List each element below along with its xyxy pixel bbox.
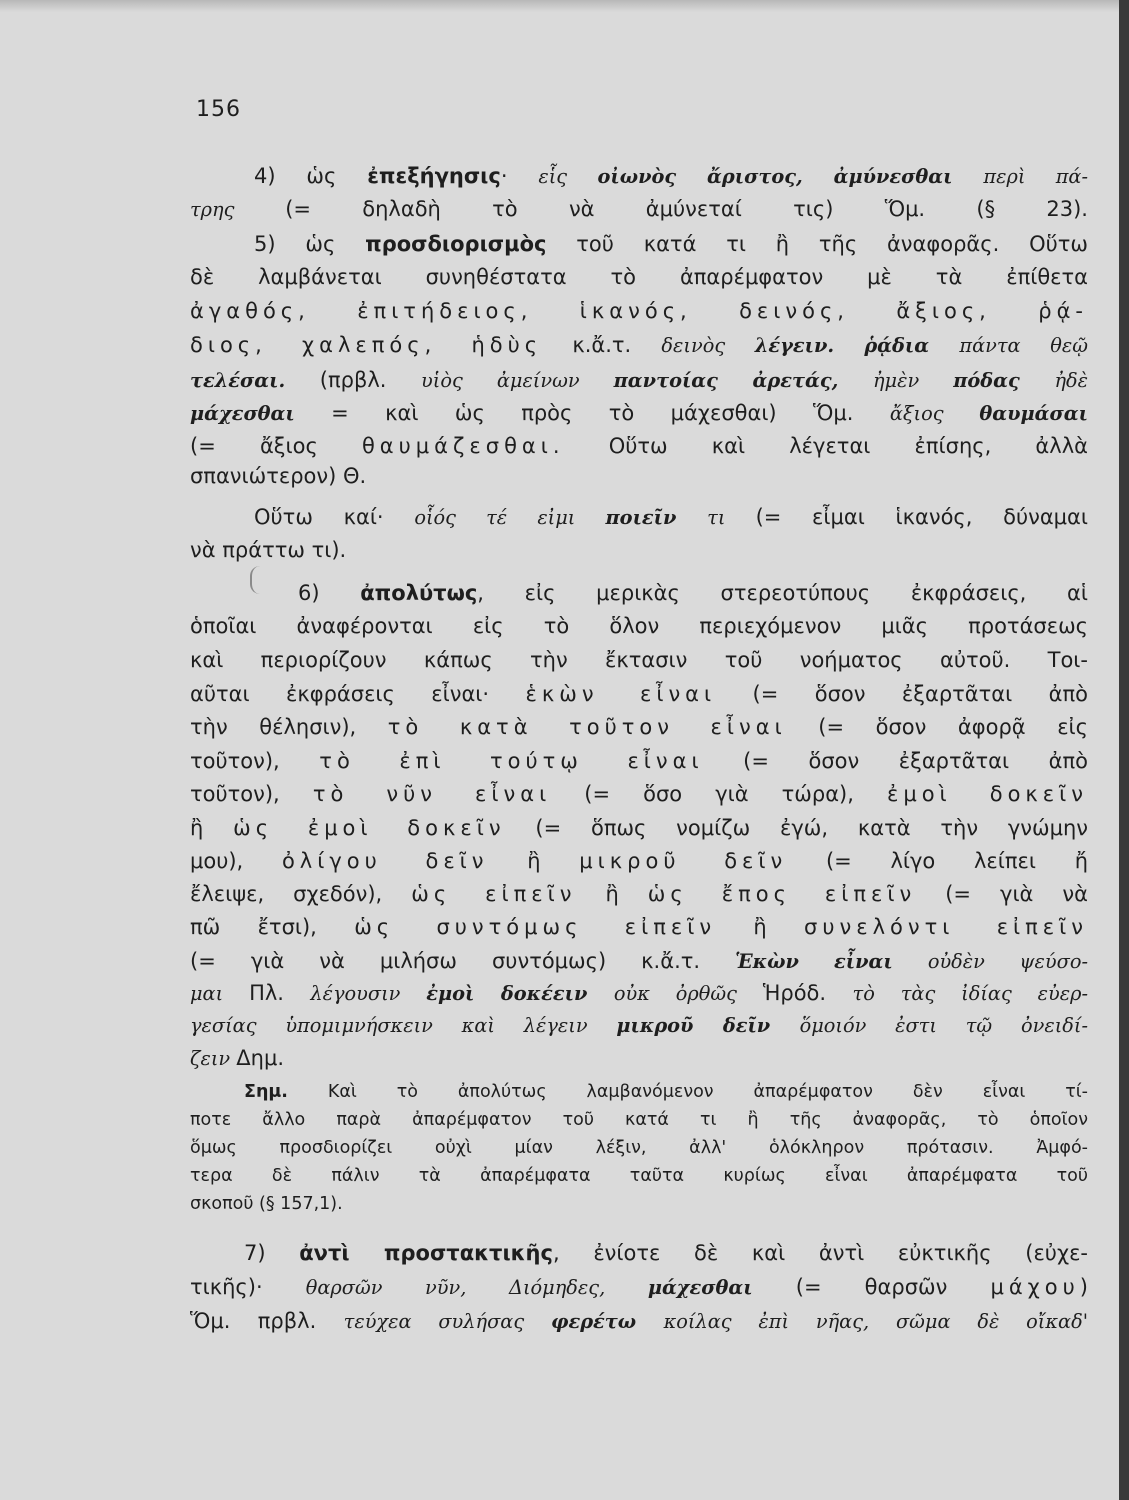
text-run: ὅμοιόν ἐστι τῷ ὀνειδί- bbox=[799, 1014, 1088, 1037]
text-run: αῦται ἐκφράσεις εἶναι· bbox=[190, 682, 526, 706]
text-run: ἢ bbox=[716, 915, 805, 939]
text-run: Οὕτω καί· bbox=[254, 505, 415, 529]
text-run: 4) ὡς bbox=[254, 164, 368, 188]
text-line bbox=[190, 194, 1088, 226]
text-run: (πρβλ. bbox=[285, 368, 422, 392]
text-run: εἷς bbox=[538, 165, 598, 188]
text-run: πάντα θεῷ bbox=[959, 334, 1089, 357]
text-run: ὀλίγου δεῖν bbox=[281, 849, 489, 873]
text-run: νὰ πράττω τι). bbox=[190, 538, 347, 562]
text-run: , εἰς μερικὰς στερεοτύπους ἐκφράσεις, αἱ bbox=[477, 581, 1088, 605]
text-run: τὸ ἐπὶ τούτῳ εἶναι bbox=[319, 749, 704, 773]
text-line bbox=[190, 262, 1088, 294]
text-run: δὲ λαμβάνεται συνηθέστατα τὸ ἀπαρέμφατον μὲ τὰ ἐπίθετα bbox=[190, 265, 1088, 289]
text-run: τὸ νῦν εἶναι bbox=[312, 782, 552, 806]
text-run: Πλ. bbox=[249, 981, 311, 1005]
text-line bbox=[190, 679, 1088, 711]
text-run: μάχεσθαι bbox=[190, 402, 295, 425]
text-run: κοίλας ἐπὶ νῆας, σῶμα δὲ οἴκαδ' bbox=[663, 1310, 1089, 1333]
text-run: σκοποῦ (§ 157,1). bbox=[190, 1194, 343, 1214]
text-run: (= ὅπως νομίζω ἐγώ, κατὰ τὴν γνώμην bbox=[505, 816, 1089, 840]
text-run: περὶ πά- bbox=[983, 165, 1088, 188]
text-run: λέγουσιν bbox=[310, 982, 427, 1005]
text-run: Ἡρόδ. bbox=[762, 981, 853, 1005]
text-line bbox=[254, 161, 1088, 193]
text-line bbox=[298, 578, 1088, 610]
text-run: παντοίας ἀρετάς, bbox=[613, 369, 873, 392]
text-line bbox=[190, 1043, 1088, 1075]
text-run: τερα δὲ πάλιν τὰ ἀπαρέμφατα ταῦτα κυρίως εἶναι ἀπαρέμφατα τοῦ bbox=[190, 1166, 1088, 1186]
text-run: ζειν bbox=[190, 1047, 237, 1070]
text-line bbox=[190, 1163, 1088, 1191]
text-line bbox=[190, 461, 1088, 493]
text-run: γεσίας ὑπομιμνήσκειν καὶ λέγειν bbox=[190, 1014, 617, 1037]
text-run: πόδας bbox=[953, 369, 1055, 392]
text-line bbox=[190, 431, 1088, 463]
text-run: (= γιὰ νὰ bbox=[916, 882, 1088, 906]
text-run: (= ὅσο γιὰ τώρα), bbox=[551, 782, 887, 806]
text-run: σπανιώτερον) Θ. bbox=[190, 464, 367, 488]
text-line bbox=[190, 1272, 1088, 1304]
text-line bbox=[190, 912, 1088, 944]
text-run: ἠμὲν bbox=[872, 369, 954, 392]
text-run: μαι bbox=[190, 982, 250, 1005]
text-run: ποτε ἄλλο παρὰ ἀπαρέμφατον τοῦ κατά τι ἢ τῆς ἀναφορᾶς, τὸ ὁποῖον bbox=[190, 1110, 1088, 1130]
text-run: Καὶ τὸ ἀπολύτως λαμβανόμενον ἀπαρέμφατον δὲν εἶναι τί- bbox=[287, 1082, 1088, 1102]
text-run: τελέσαι. bbox=[190, 369, 286, 392]
text-line bbox=[254, 502, 1088, 534]
text-run: μάχεσθαι bbox=[647, 1276, 796, 1299]
text-run: υἱὸς ἀμείνων bbox=[421, 369, 614, 392]
text-line bbox=[190, 946, 1088, 978]
text-run: (= λίγο λείπει ἤ bbox=[787, 849, 1089, 873]
text-run: ἔλειψε, σχεδόν), bbox=[190, 882, 412, 906]
text-run: Δημ. bbox=[236, 1046, 285, 1070]
text-run: (= ἄξιος bbox=[190, 434, 362, 458]
text-run: τρης bbox=[190, 198, 286, 221]
text-line bbox=[244, 1238, 1088, 1270]
text-run: ἢ bbox=[190, 816, 234, 840]
text-run: θαυμάζεσθαι. bbox=[361, 434, 565, 458]
text-run: ἄξιος bbox=[889, 402, 980, 425]
text-run: · bbox=[500, 164, 539, 188]
text-run: (= ὅσον ἀφορᾷ εἰς bbox=[786, 715, 1088, 739]
text-run: οἷός τέ εἰμι bbox=[414, 506, 606, 529]
text-run: ἑκὼν εἶναι bbox=[525, 682, 717, 706]
text-run: Ὅμ. πρβλ. bbox=[190, 1309, 344, 1333]
text-run: μάχου bbox=[990, 1275, 1080, 1299]
text-run: 5) ὡς bbox=[254, 232, 366, 256]
text-line bbox=[190, 846, 1088, 878]
text-line bbox=[190, 1010, 1088, 1042]
text-run: οὐκ ὀρθῶς bbox=[613, 982, 763, 1005]
text-run: τὸ τὰς ἰδίας εὐερ- bbox=[852, 982, 1089, 1005]
text-run: (= ὅσον ἐξαρτᾶται ἀπὸ bbox=[703, 749, 1088, 773]
text-run: ἢ bbox=[488, 849, 580, 873]
text-run: τὴν θέλησιν), bbox=[190, 715, 388, 739]
text-line bbox=[190, 365, 1088, 397]
text-run: θαρσῶν νῦν, Διόμηδες, bbox=[305, 1276, 648, 1299]
text-run: ἠδὲ bbox=[1054, 369, 1088, 392]
text-run: ὡς συντόμως εἰπεῖν bbox=[354, 915, 717, 939]
page-number: 156 bbox=[196, 97, 241, 122]
text-run: τι bbox=[707, 506, 756, 529]
text-run: Οὕτω καὶ λέγεται ἐπίσης, ἀλλὰ bbox=[564, 434, 1088, 458]
text-run: τοῦτον), bbox=[190, 749, 320, 773]
text-run: ὡς ἔπος εἰπεῖν bbox=[647, 882, 917, 906]
text-line bbox=[190, 535, 1088, 567]
text-line bbox=[244, 1079, 1088, 1107]
text-run: 6) bbox=[298, 581, 361, 605]
text-line bbox=[190, 645, 1088, 677]
text-run: ) bbox=[1079, 1275, 1088, 1299]
text-run: διος, χαλεπός, ἡδὺς bbox=[190, 333, 543, 357]
text-run: ὡς ἐμοὶ δοκεῖν bbox=[233, 816, 506, 840]
text-run: συνελόντι εἰπεῖν bbox=[804, 915, 1088, 939]
text-run: τοῦτον), bbox=[190, 782, 313, 806]
text-run: ἐμοὶ δοκεῖν bbox=[887, 782, 1088, 806]
text-run: 7) bbox=[244, 1241, 300, 1265]
text-run: θαυμάσαι bbox=[979, 402, 1088, 425]
text-line bbox=[190, 1306, 1088, 1338]
text-run: τὸ κατὰ τοῦτον εἶναι bbox=[387, 715, 787, 739]
text-line bbox=[190, 879, 1088, 911]
text-run: τοῦ κατά τι ἢ τῆς ἀναφορᾶς. Οὕτω bbox=[546, 232, 1088, 256]
text-run: (= εἶμαι ἱκανός, δύναμαι bbox=[755, 505, 1088, 529]
text-run: ἀγαθός, ἐπιτήδειος, ἱκανός, δεινός, ἄξιος, ῥᾴ- bbox=[190, 299, 1088, 323]
text-run: δεινὸς bbox=[661, 334, 755, 357]
text-run: λέγειν. ῥᾴδια bbox=[754, 334, 960, 357]
text-run: μικροῦ δεῖν bbox=[579, 849, 788, 873]
text-line bbox=[254, 229, 1088, 261]
text-line bbox=[190, 398, 1088, 430]
text-run: οἰωνὸς ἄριστος, ἀμύνεσθαι bbox=[597, 165, 984, 188]
text-run: καὶ περιορίζουν κάπως τὴν ἔκτασιν τοῦ νοήματος αὐτοῦ. Τοι- bbox=[190, 648, 1088, 672]
text-line bbox=[190, 813, 1088, 845]
text-run: = καὶ ὡς πρὸς τὸ μάχεσθαι) Ὅμ. bbox=[294, 401, 890, 425]
text-line bbox=[190, 712, 1088, 744]
text-run: ὡς εἰπεῖν bbox=[411, 882, 577, 906]
text-run: προσδιορισμὸς bbox=[365, 232, 547, 256]
text-line bbox=[190, 1107, 1088, 1135]
text-run: ποιεῖν bbox=[605, 506, 708, 529]
text-run: (= γιὰ νὰ μιλήσω συντόμως) κ.ἄ.τ. bbox=[190, 949, 736, 973]
text-line bbox=[190, 1191, 1088, 1219]
text-run: ἀντὶ προστακτικῆς bbox=[299, 1241, 553, 1265]
text-run: τεύχεα συλήσας bbox=[343, 1310, 551, 1333]
text-run: , ἐνίοτε δὲ καὶ ἀντὶ εὐκτικῆς (εὐχε- bbox=[552, 1241, 1088, 1265]
text-run: ἀπολύτως bbox=[360, 581, 478, 605]
text-line bbox=[190, 779, 1088, 811]
text-line bbox=[190, 1135, 1088, 1163]
text-line bbox=[190, 611, 1088, 643]
margin-bracket-mark bbox=[250, 566, 262, 594]
text-run: Ἑκὼν εἶναι bbox=[735, 950, 928, 973]
text-run: φερέτω bbox=[550, 1310, 664, 1333]
text-run: ὁποῖαι ἀναφέρονται εἰς τὸ ὅλον περιεχόμενον μιᾶς προτάσεως bbox=[190, 614, 1088, 638]
text-run: κ.ἄ.τ. bbox=[542, 333, 662, 357]
text-run: οὐδὲν ψεύσο- bbox=[927, 950, 1088, 973]
text-line bbox=[190, 978, 1088, 1010]
text-run: μου), bbox=[190, 849, 282, 873]
text-run: (= ὅσον ἐξαρτᾶται ἀπὸ bbox=[716, 682, 1088, 706]
text-run: πῶ ἔτσι), bbox=[190, 915, 355, 939]
text-run: (= δηλαδὴ τὸ νὰ ἀμύνεταί τις) Ὅμ. (§ 23). bbox=[285, 197, 1088, 221]
text-run: ἢ bbox=[576, 882, 648, 906]
text-line bbox=[190, 746, 1088, 778]
text-run: ἐμοὶ δοκέειν bbox=[426, 982, 614, 1005]
text-run: μικροῦ δεῖν bbox=[616, 1014, 800, 1037]
text-run: τικῆς)· bbox=[190, 1275, 306, 1299]
text-run: ἐπεξήγησις bbox=[367, 164, 501, 188]
text-line bbox=[190, 296, 1088, 328]
text-run: ὅμως προσδιορίζει οὐχὶ μίαν λέξιν, ἀλλ' ὁλόκληρον πρότασιν. Ἀμφό- bbox=[190, 1138, 1088, 1158]
text-line bbox=[190, 330, 1088, 362]
text-run: Σημ. bbox=[244, 1082, 288, 1102]
text-run: (= θαρσῶν bbox=[795, 1275, 991, 1299]
